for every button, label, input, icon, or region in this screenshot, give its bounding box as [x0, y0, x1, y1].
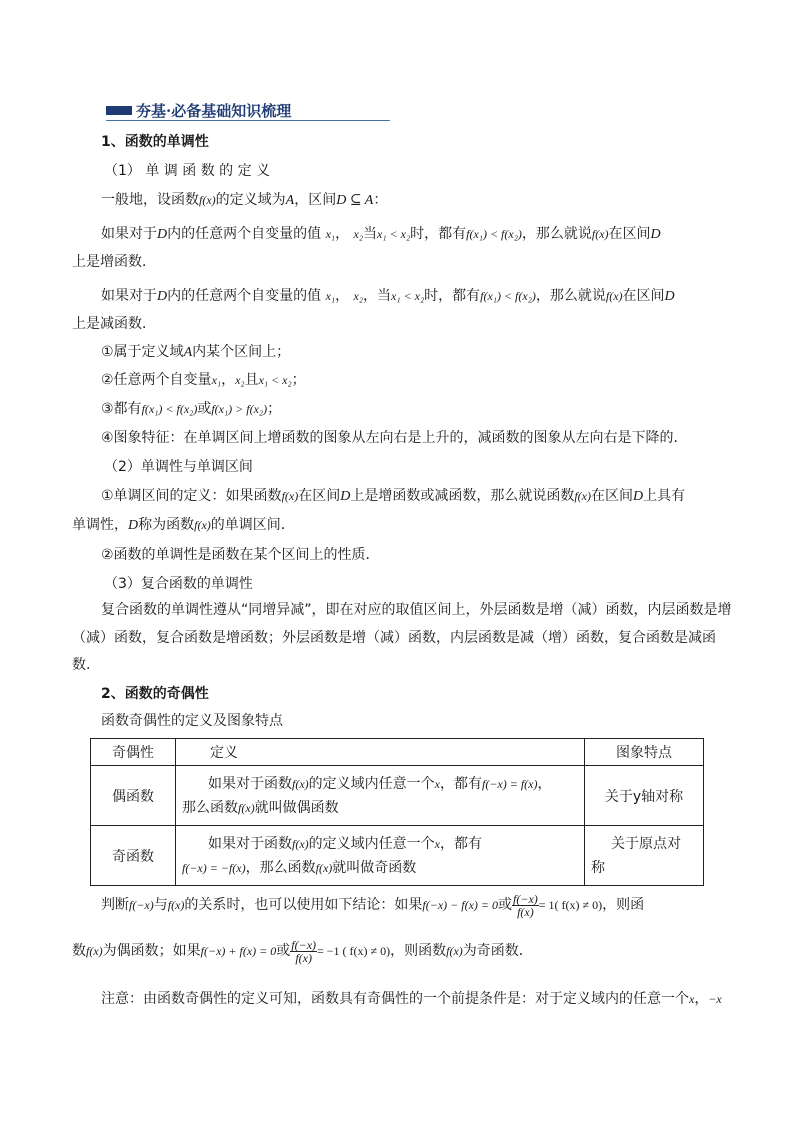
parity-table [90, 738, 704, 886]
fraction-even: $\frac{f(-x)}{f(x)}$ [513, 891, 538, 919]
section-header-underline [106, 120, 390, 121]
table-row-odd [91, 826, 704, 886]
section-header-title: 夯基·必备基础知识梳理 [136, 102, 292, 120]
section-1-title: 1、函数的单调性 [101, 134, 209, 150]
subsection-3-title: （3）复合函数的单调性 [104, 576, 253, 592]
section-header-bar [106, 106, 132, 115]
point-1: ①属于定义域A内某个区间上； [101, 344, 291, 360]
fraction-odd: $\frac{f(-x)}{f(x)}$ [291, 937, 317, 965]
composite-line-3: 数. [72, 657, 91, 673]
composite-line-2: （减）函数，复合函数是增函数；外层函数是增（减）函数，内层函数是减（增）函数，复合函数是减函 [72, 630, 716, 646]
point-3: ③都有f(x₁) < f(x₂)或f(x₁) > f(x₂)； [101, 401, 282, 417]
judgement-line-2: 数f(x)为偶函数；如果f(−x) + f(x) = 0或 $\frac{f(-x)}{f(x)}$ = −1 ( f(x) ≠ 0)，则函数f(x)为奇函数． [72, 937, 533, 965]
header-graph-feature: 图象特点 [585, 739, 704, 766]
header-definition: 定义 [176, 739, 585, 766]
table-row-even [91, 766, 704, 826]
odd-name: 奇函数 [91, 826, 176, 886]
point-2: ②任意两个自变量x₁，x₂且x₁ < x₂； [101, 372, 306, 388]
increasing-def-line-1: 如果对于D内的任意两个自变量的值 x₁， x₂当x₁ < x₂时，都有f(x₁) < f(x₂)，那么就说f(x)在区间D [101, 226, 661, 242]
subsection-2-title: （2）单调性与单调区间 [104, 459, 253, 475]
odd-feature: 关于原点对 称 [585, 826, 704, 886]
increasing-def-line-2: 上是增函数． [72, 254, 156, 270]
monotone-interval-line-1: ①单调区间的定义：如果函数f(x)在区间D上是增函数或减函数，那么就说函数f(x)在区间D上具有 [101, 488, 686, 504]
note-line: 注意：由函数奇偶性的定义可知，函数具有奇偶性的一个前提条件是：对于定义域内的任意一个x，−x [101, 991, 722, 1007]
subsection-1-title: （1） 单 调 函 数 的 定 义 [104, 163, 271, 179]
even-name: 偶函数 [91, 766, 176, 826]
even-definition: 如果对于函数f(x)的定义域内任意一个x，都有f(−x) = f(x)， 那么函数f(x)就叫做偶函数 [176, 766, 585, 826]
monotone-interval-line-2: 单调性，D称为函数f(x)的单调区间． [72, 517, 295, 533]
composite-line-1: 复合函数的单调性遵从“同增异减”，即在对应的取值区间上，外层函数是增（减）函数，内层函数是增 [101, 602, 732, 618]
section-2-title: 2、函数的奇偶性 [101, 686, 209, 702]
decreasing-def-line-2: 上是减函数． [72, 316, 156, 332]
intro-line: 一般地，设函数f(x)的定义域为A，区间D ⊆ A： [101, 192, 388, 208]
judgement-line-1: 判断f(−x)与f(x)的关系时，也可以使用如下结论：如果f(−x) − f(x) = 0或 $\frac{f(-x)}{f(x)}$ = 1( f(x) ≠ 0)，则函 [101, 891, 645, 919]
table-caption: 函数奇偶性的定义及图象特点 [101, 713, 283, 729]
monotone-property: ②函数的单调性是函数在某个区间上的性质． [101, 547, 380, 563]
point-4: ④图象特征：在单调区间上增函数的图象从左向右是上升的，减函数的图象从左向右是下降的． [101, 430, 688, 446]
table-header-row [91, 739, 704, 766]
even-feature: 关于y轴对称 [585, 766, 704, 826]
decreasing-def-line-1: 如果对于D内的任意两个自变量的值 x₁， x₂，当x₁ < x₂时，都有f(x₁) < f(x₂)，那么就说f(x)在区间D [101, 288, 675, 304]
odd-definition: 如果对于函数f(x)的定义域内任意一个x，都有 f(−x) = −f(x)，那么函数f(x)就叫做奇函数 [176, 826, 585, 886]
header-parity: 奇偶性 [91, 739, 176, 766]
